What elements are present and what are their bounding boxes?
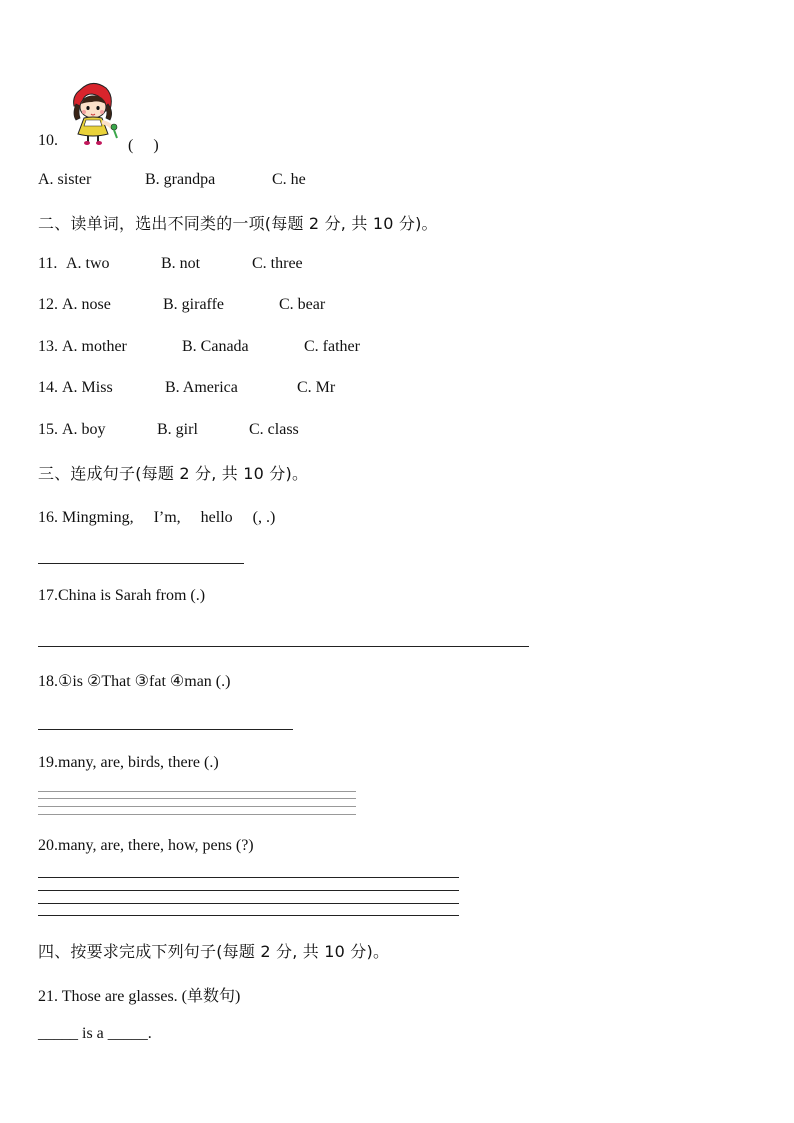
answer-paren: ( ) (128, 137, 159, 154)
section-4-title: 四、按要求完成下列句子(每题 2 分, 共 10 分)。 (38, 942, 390, 961)
writing-rule (38, 890, 459, 891)
q11-option-b: B. not (161, 255, 201, 272)
q17-prompt: 17.China is Sarah from (.) (38, 587, 206, 604)
writing-rule (38, 806, 356, 807)
q21-prompt: 21. Those are glasses. (单数句) (38, 988, 241, 1005)
q10-option-b: B. grandpa (145, 171, 216, 188)
q21-answer-template: _____ is a _____. (38, 1025, 152, 1042)
q19-prompt: 19.many, are, birds, there (.) (38, 754, 219, 771)
q20-prompt: 20.many, are, there, how, pens (?) (38, 837, 254, 854)
q12-option-c: C. bear (279, 296, 326, 313)
q16-prompt: 16. Mingming, I’m, hello (, .) (38, 509, 276, 526)
question-number-10: 10. (38, 132, 58, 149)
q13-option-b: B. Canada (182, 338, 249, 355)
q16-answer-line (38, 563, 244, 564)
q11-number: 11. (38, 255, 58, 272)
q12-option-b: B. giraffe (163, 296, 225, 313)
girl-illustration-icon (62, 80, 124, 146)
writing-rule (38, 791, 356, 792)
q10-option-a: A. sister (38, 171, 92, 188)
q18-prompt: 18.①is ②That ③fat ④man (.) (38, 673, 231, 690)
q13-option-c: C. father (304, 338, 360, 355)
q10-option-c: C. he (272, 171, 306, 188)
q11-option-a: A. two (66, 255, 110, 272)
writing-rule (38, 814, 356, 815)
q13-option-a: A. mother (62, 338, 127, 355)
q18-answer-line (38, 729, 293, 730)
q12-number: 12. (38, 296, 58, 313)
q17-answer-line (38, 646, 529, 647)
writing-rule (38, 798, 356, 799)
writing-rule (38, 915, 459, 916)
q15-number: 15. (38, 421, 58, 438)
section-2-title: 二、读单词，选出不同类的一项(每题 2 分, 共 10 分)。 (38, 214, 438, 233)
q12-option-a: A. nose (62, 296, 111, 313)
section-3-title: 三、连成句子(每题 2 分, 共 10 分)。 (38, 464, 309, 483)
q14-option-b: B. America (165, 379, 238, 396)
q14-number: 14. (38, 379, 58, 396)
q15-option-c: C. class (249, 421, 299, 438)
q13-number: 13. (38, 338, 58, 355)
q11-option-c: C. three (252, 255, 303, 272)
q15-option-b: B. girl (157, 421, 198, 438)
q14-option-a: A. Miss (62, 379, 113, 396)
writing-rule (38, 903, 459, 904)
q14-option-c: C. Mr (297, 379, 336, 396)
q15-option-a: A. boy (62, 421, 106, 438)
writing-rule (38, 877, 459, 878)
